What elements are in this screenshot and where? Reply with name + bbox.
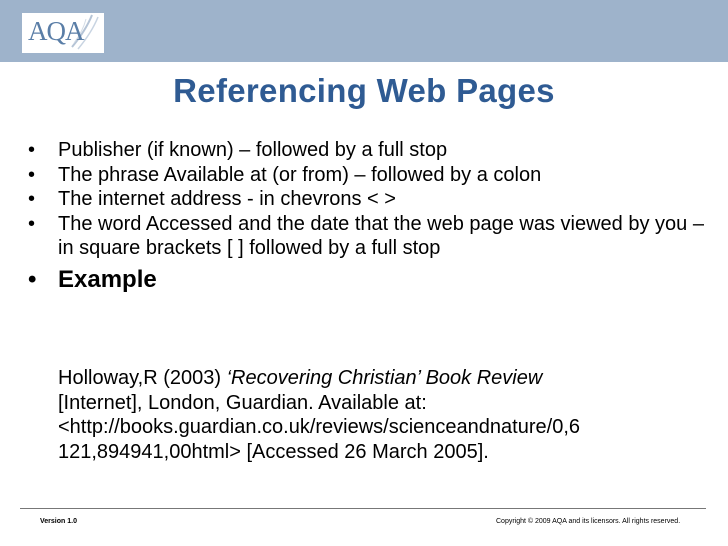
bullet-icon: •: [28, 139, 36, 161]
bullet-icon: •: [28, 188, 36, 210]
bullet-icon: •: [28, 163, 36, 186]
footer-divider: [20, 508, 706, 509]
example-reference: [58, 366, 718, 464]
aqa-logo: [22, 13, 104, 53]
logo-text: AQA: [28, 16, 84, 46]
bullet-icon: •: [28, 212, 36, 235]
list-item: • The internet address - in chevrons < >: [28, 188, 396, 210]
list-item: • The phrase Available at (or from) – followed by a colon: [28, 163, 542, 186]
example-line-2: [Internet], London, Guardian. Available at:: [58, 391, 427, 414]
page-title: Referencing Web Pages: [173, 72, 555, 109]
list-item: • The word Accessed and the date that the web page was viewed by you – in square brackets [ ] followed by a full stop: [28, 212, 704, 259]
list-item: • Publisher (if known) – followed by a full stop: [28, 139, 448, 161]
bullet-list: [28, 138, 718, 295]
example-heading: • Example: [28, 265, 157, 293]
example-line-4: 121,894941,00html> [Accessed 26 March 2005].: [58, 440, 489, 463]
copyright-notice: Copyright © 2009 AQA and its licensors. All rights reserved.: [496, 518, 681, 525]
header-bar: [0, 0, 728, 62]
bullet-icon: •: [28, 265, 37, 293]
example-line-1: Holloway,R (2003) ‘Recovering Christian’ Book Review: [58, 367, 543, 389]
example-line-3: <http://books.guardian.co.uk/reviews/scienceandnature/0,6: [58, 416, 580, 439]
version-label: Version 1.0: [40, 518, 77, 525]
